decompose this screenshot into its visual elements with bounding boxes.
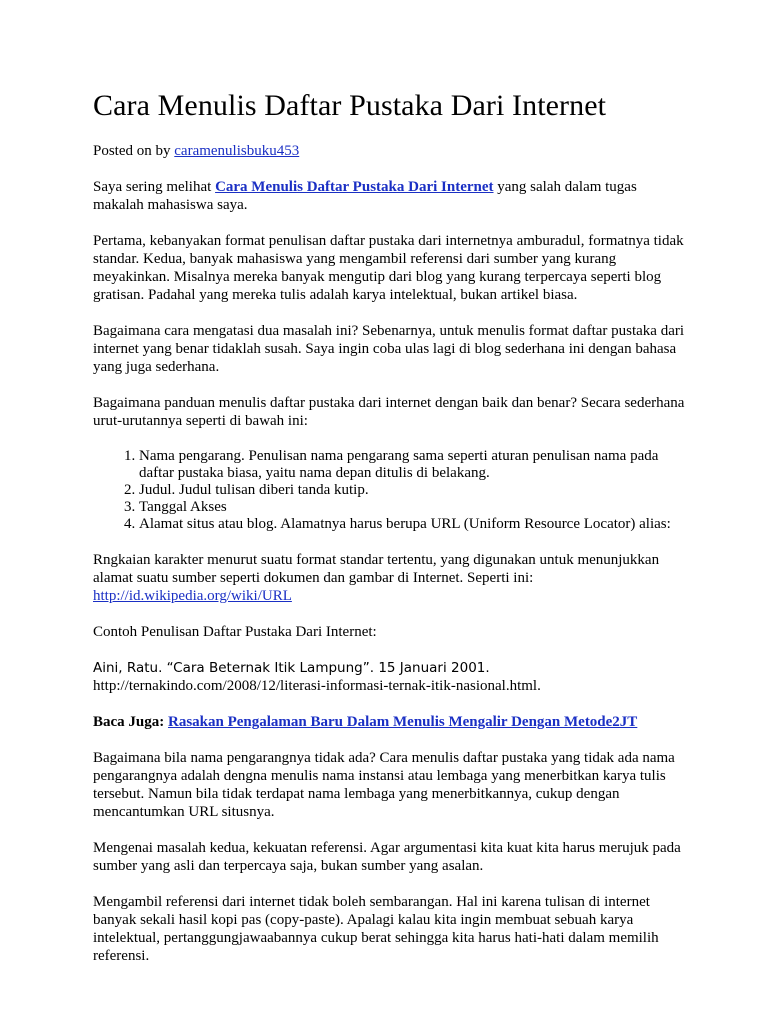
- read-also-label: Baca Juga:: [93, 714, 168, 730]
- paragraph-solution: Bagaimana cara mengatasi dua masalah ini? Sebenarnya, untuk menulis format daftar pustaka dari internet yang benar tidaklah susah. Saya ingin coba ulas lagi di blog sederhana ini dengan bahasa yang juga sederhana.: [93, 323, 685, 375]
- author-link[interactable]: caramenulisbuku453: [174, 143, 300, 159]
- read-also-link[interactable]: Rasakan Pengalaman Baru Dalam Menulis Mengalir Dengan Metode2JT: [168, 714, 638, 730]
- intro-after: yang salah dalam tugas makalah mahasiswa saya.: [93, 179, 637, 213]
- paragraph-problems: Pertama, kebanyakan format penulisan daftar pustaka dari internetnya amburadul, formatnya tidak standar. Kedua, banyak mahasiswa yang mengambil referensi dari sumber yang kurang meyakinkan. Misalnya mereka banyak mengutip dari blog yang kurang terpercaya seperti blog gratisan. Padahal yang mereka tulis adalah karya intelektual, bukan artikel biasa.: [93, 233, 684, 303]
- paragraph-reference-strength: Mengenai masalah kedua, kekuatan referensi. Agar argumentasi kita kuat kita harus merujuk pada sumber yang asli dan terpercaya saja, bukan sumber yang asalan.: [93, 840, 681, 874]
- article-title: Cara Menulis Daftar Pustaka Dari Internet: [93, 89, 607, 122]
- url-definition: Rngkaian karakter menurut suatu format standar tertentu, yang digunakan untuk menunjukkan alamat suatu sumber seperti dokumen dan gambar di Internet. Seperti ini:: [93, 552, 660, 586]
- citation-line-1: Aini, Ratu. “Cara Beternak Itik Lampung”. 15 Januari 2001.: [93, 660, 490, 676]
- paragraph-no-author: Bagaimana bila nama pengarangnya tidak ada? Cara menulis daftar pustaka yang tidak ada nama pengarangnya adalah dengna menulis nama instansi atau lembaga yang menerbitkan karya tulis tersebut. Namun bila tidak terdapat nama lembaga yang menerbitkannya, cukup dengan mencantumkan URL situsnya.: [93, 750, 675, 820]
- paragraph-guide: Bagaimana panduan menulis daftar pustaka dari internet dengan baik dan benar? Secara sederhana urut-urutannya seperti di bawah ini:: [93, 395, 685, 429]
- list-item: 4. Alamat situs atau blog. Alamatnya harus berupa URL (Uniform Resource Locator) alias:: [139, 516, 688, 533]
- intro-paragraph: [93, 178, 688, 214]
- intro-before: Saya sering melihat: [93, 179, 216, 195]
- steps-list: [93, 448, 688, 533]
- example-heading: Contoh Penulisan Daftar Pustaka Dari Internet:: [93, 624, 377, 640]
- list-item: 1. Nama pengarang. Penulisan nama pengarang sama seperti aturan penulisan nama pada daftar pustaka biasa, yaitu nama depan ditulis di belakang.: [139, 448, 688, 482]
- citation-line-2: http://ternakindo.com/2008/12/literasi-informasi-ternak-itik-nasional.html.: [93, 678, 541, 694]
- example-citation: [93, 659, 688, 695]
- byline-prefix: Posted on by: [93, 143, 175, 159]
- list-item: 3. Tanggal Akses: [139, 499, 688, 516]
- read-also: [93, 713, 688, 731]
- url-paragraph: [93, 551, 688, 605]
- wikipedia-url-link[interactable]: http://id.wikipedia.org/wiki/URL: [93, 588, 292, 604]
- paragraph-careful-references: Mengambil referensi dari internet tidak boleh sembarangan. Hal ini karena tulisan di internet banyak sekali hasil kopi pas (copy-paste). Apalagi kalau kita ingin membuat sebuah karya intelektual, pertanggungjawaabannya cukup berat sehingga kita harus hati-hati dalam memilih referensi.: [93, 894, 659, 964]
- list-item: 2. Judul. Judul tulisan diberi tanda kutip.: [139, 482, 688, 499]
- byline: [93, 142, 688, 160]
- intro-title-link[interactable]: Cara Menulis Daftar Pustaka Dari Internet: [215, 179, 494, 195]
